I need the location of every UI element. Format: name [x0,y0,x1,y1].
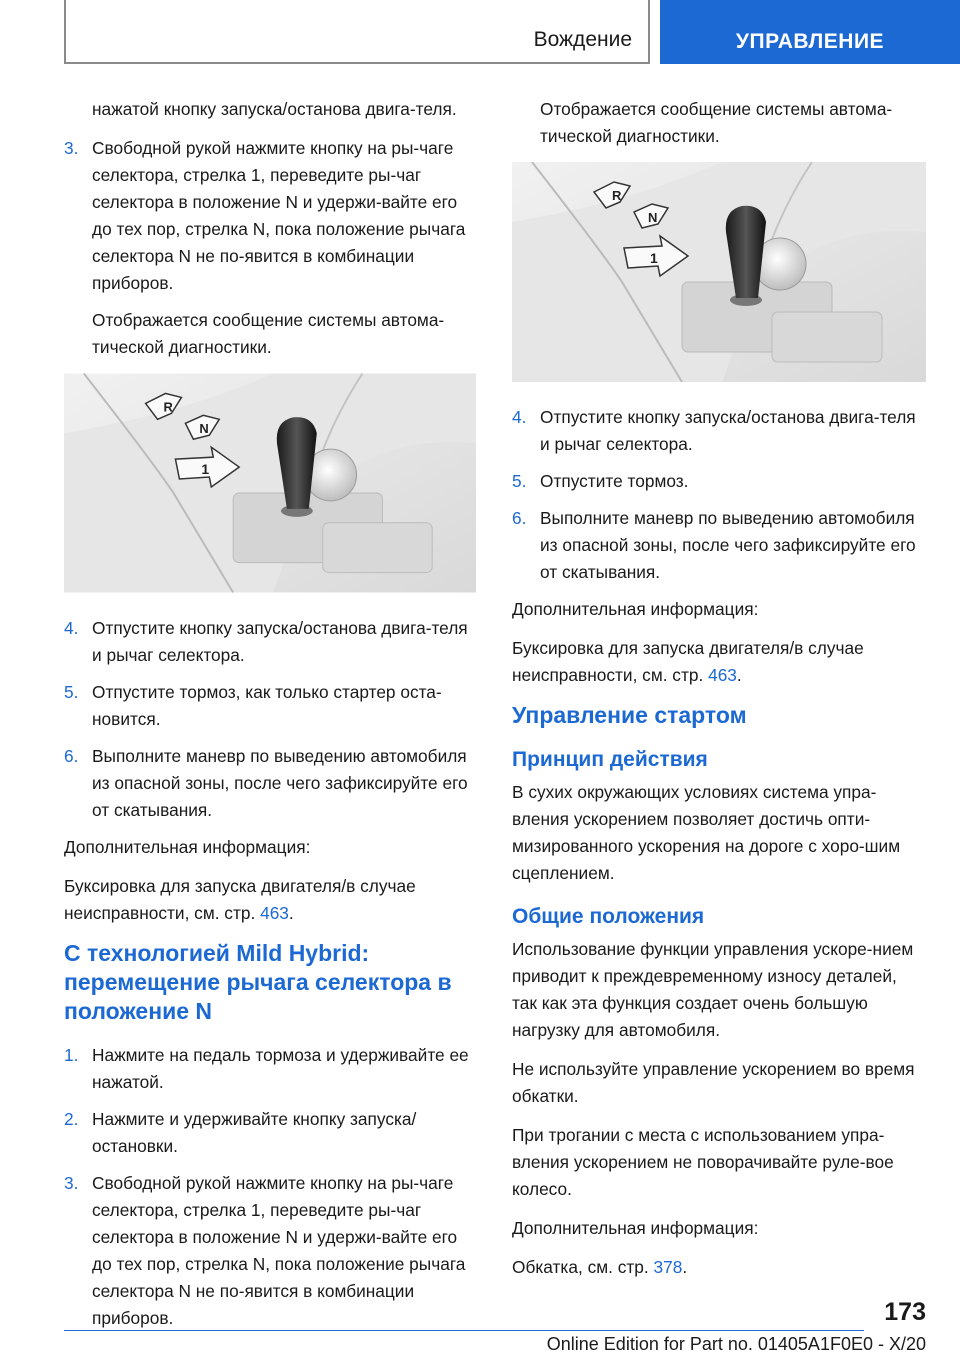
step-item [64,615,476,669]
footer-divider [64,1330,864,1331]
steps-list-c [64,1042,476,1332]
step-item [64,135,476,297]
step-text: Свободной рукой нажмите кнопку на ры-чаге селектора, стрелка 1, переведите ры-чаг селектора в положение N и удержи-вайте его до тех пор, стрелка N, пока положение рычага селектора N не по-явится в комбинации приборов. [92,138,466,293]
step-number: 4. [64,618,79,638]
towing-reference-right: Буксировка для запуска двигателя/в случае неисправности, см. стр. 463. [512,638,864,685]
steps-list-b [64,615,476,824]
step-number: 5. [512,471,527,491]
step-text: Отпустите тормоз, как только стартер оста-новится. [92,682,442,729]
step-item [64,743,476,824]
steps-list-right [512,404,926,586]
step-text: Свободной рукой нажмите кнопку на ры-чаге селектора, стрелка 1, переведите ры-чаг селектора в положение N и удержи-вайте его до тех пор, стрелка N, пока положение рычага селектора N не по-явится в комбинации приборов. [92,1173,466,1328]
mild-hybrid-heading: С технологией Mild Hybrid: перемещение рычага селектора в положение N [64,940,452,1024]
step-text: Отпустите тормоз. [540,471,689,491]
step-number: 6. [64,746,79,766]
header-chapter-title: УПРАВЛЕНИЕ [735,30,885,53]
step-text: Выполните маневр по выведению автомобиля из опасной зоны, после чего зафиксируйте его от скатывания. [92,746,468,820]
step-number: 3. [64,1173,79,1193]
step-number: 2. [64,1109,79,1129]
step-text: Нажмите и удерживайте кнопку запуска/ остановки. [92,1109,417,1156]
general-text-1: Использование функции управления ускоре-нием приводит к преждевременному износу деталей, так как эта функция создает очень большую нагрузку для автомобиля. [512,939,914,1040]
footer-edition[interactable]: Online Edition for Part no. 01405A1F0E0 - X/20 [546,1334,926,1354]
page-number: 173 [884,1298,926,1326]
left-column [64,96,476,1342]
general-text-2: Не используйте управление ускорением во время обкатки. [512,1059,915,1106]
step-text: Отпустите кнопку запуска/останова двига-теля и рычаг селектора. [540,407,916,454]
steps-list-a [64,135,476,297]
general-text-3: При трогании с места с использованием упра-вления ускорением не поворачивайте руле-вое колесо. [512,1125,894,1199]
header-section-box [64,0,650,64]
arrow-label-1: 1 [650,250,658,266]
step-number: 4. [512,407,527,427]
break-in-page-link[interactable]: 378 [653,1257,683,1277]
step-text: Отпустите кнопку запуска/останова двига-теля и рычаг селектора. [92,618,468,665]
additional-info-label-right: Дополнительная информация: [512,599,759,619]
selector-lever-illustration [64,373,476,593]
header-chapter-tab[interactable] [660,0,960,64]
break-in-reference: Обкатка, см. стр. 378. [512,1257,688,1277]
diagnostic-message: Отображается сообщение системы автома-тической диагностики. [92,310,445,357]
step-item [512,468,926,495]
launch-control-heading: Управление стартом [512,702,747,728]
principle-text: В сухих окружающих условиях система упра-вления ускорением позволяет достичь опти-мизированного ускорения на дороге с хоро-шим сцеплением. [512,782,901,883]
step-number: 3. [64,138,79,158]
towing-reference: Буксировка для запуска двигателя/в случае неисправности, см. стр. 463. [64,876,416,923]
diagnostic-message-right: Отображается сообщение системы автома-тической диагностики. [540,99,893,146]
additional-info-label: Дополнительная информация: [64,837,311,857]
right-column [512,96,926,1293]
step-item [64,1106,476,1160]
arrow-label-r: R [612,188,622,203]
additional-info-label-2: Дополнительная информация: [512,1218,759,1238]
step-item [64,1042,476,1096]
step-number: 6. [512,508,527,528]
step-number: 5. [64,682,79,702]
principle-heading: Принцип действия [512,748,708,771]
step-text: Выполните маневр по выведению автомобиля из опасной зоны, после чего зафиксируйте его от скатывания. [540,508,916,582]
arrow-label-r: R [163,399,173,415]
general-heading: Общие положения [512,905,705,928]
header-section-title: Вождение [533,28,632,51]
step-item [64,679,476,733]
selector-lever-illustration-right [512,162,926,382]
step-number: 1. [64,1045,79,1065]
step-item [512,505,926,586]
continued-paragraph: нажатой кнопку запуска/останова двига-теля. [92,99,457,119]
towing-page-link[interactable]: 463 [260,903,289,923]
arrow-label-n: N [648,210,658,225]
step-item [64,1170,476,1332]
arrow-label-n: N [199,421,209,437]
towing-page-link[interactable]: 463 [708,665,737,685]
step-item [512,404,926,458]
arrow-label-1: 1 [201,461,210,478]
step-text: Нажмите на педаль тормоза и удерживайте ее нажатой. [92,1045,469,1092]
